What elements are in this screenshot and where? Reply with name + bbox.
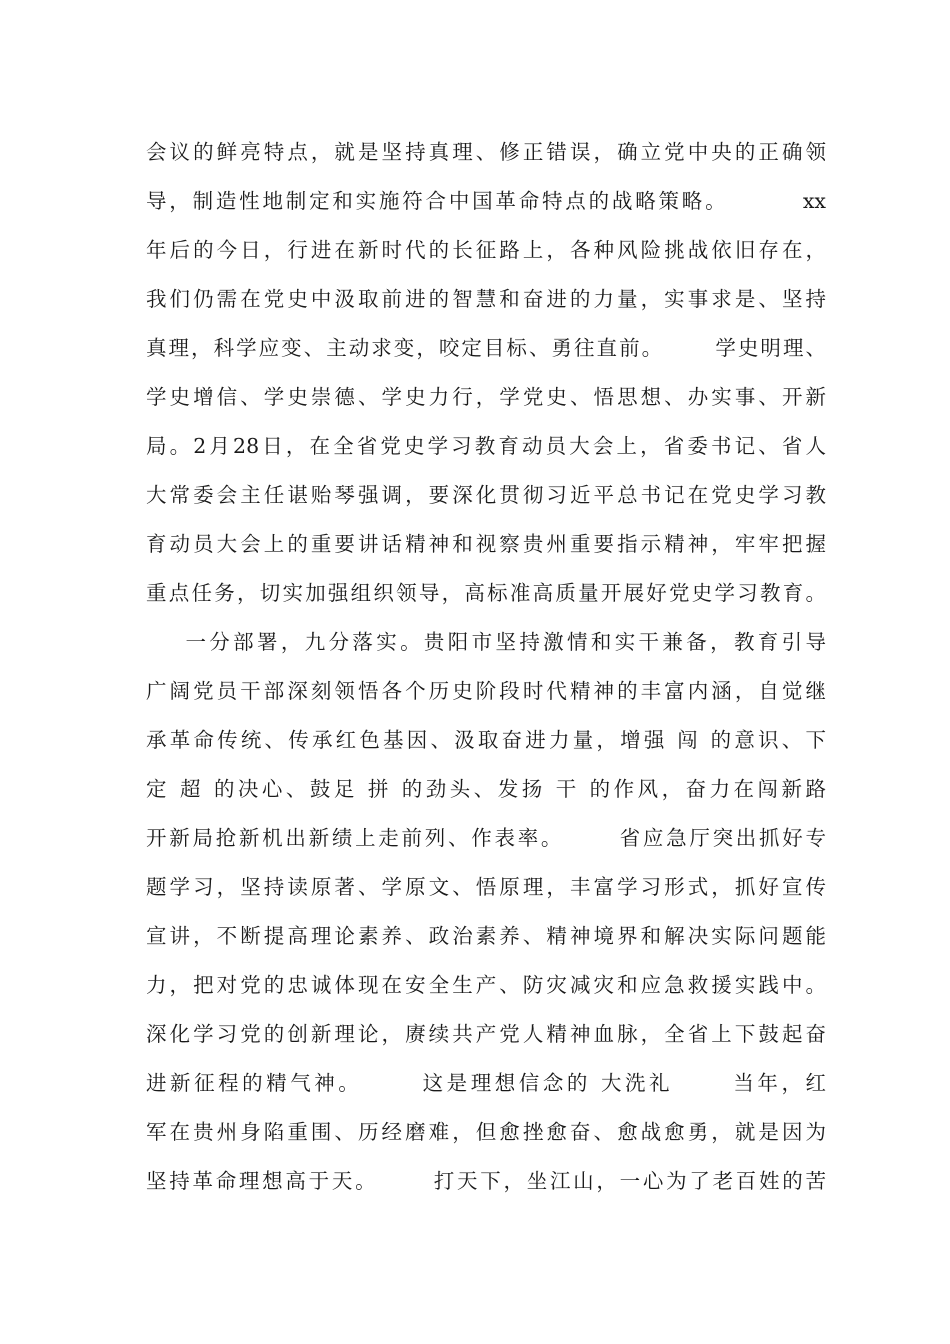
text-line: 宣讲，不断提高理论素养、政治素养、精神境界和解决实际问题能 [146, 924, 826, 948]
text-line: 育动员大会上的重要讲话精神和视察贵州重要指示精神，牢牢把握 [146, 532, 826, 556]
text-line: 开新局抢新机出新绩上走前列、作表率。 省应急厅突出抓好专 [146, 826, 826, 850]
text-line: 真理，科学应变、主动求变，咬定目标、勇往直前。 学史明理、 [146, 336, 826, 360]
text-line: 导，制造性地制定和实施符合中国革命特点的战略策略。 xx [146, 189, 826, 213]
text-line: 定 超 的决心、鼓足 拼 的劲头、发扬 干 的作风，奋力在闯新路 [146, 777, 826, 801]
text-line: 广阔党员干部深刻领悟各个历史阶段时代精神的丰富内涵，自觉继 [146, 679, 826, 703]
text-line: 我们仍需在党史中汲取前进的智慧和奋进的力量，实事求是、坚持 [146, 287, 826, 311]
text-line: 进新征程的精气神。 这是理想信念的 大洗礼 当年，红 [146, 1071, 826, 1095]
text-line: 军在贵州身陷重围、历经磨难，但愈挫愈奋、愈战愈勇，就是因为 [146, 1120, 826, 1144]
text-line: 重点任务，切实加强组织领导，高标准高质量开展好党史学习教育。 [146, 581, 826, 605]
text-line: 会议的鲜亮特点，就是坚持真理、修正错误，确立党中央的正确领 [146, 140, 826, 164]
text-line: 大常委会主任谌贻琴强调，要深化贯彻习近平总书记在党史学习教 [146, 483, 826, 507]
text-line: 学史增信、学史崇德、学史力行，学党史、悟思想、办实事、开新 [146, 385, 826, 409]
text-line: 年后的今日，行进在新时代的长征路上，各种风险挑战依旧存在， [146, 238, 826, 262]
text-line: 深化学习党的创新理论，赓续共产党人精神血脉，全省上下鼓起奋 [146, 1022, 826, 1046]
body-text [146, 128, 826, 1206]
text-line: 局。2月28日，在全省党史学习教育动员大会上，省委书记、省人 [146, 434, 826, 458]
text-line: 坚持革命理想高于天。 打天下，坐江山，一心为了老百姓的苦 [146, 1169, 826, 1193]
text-line: 一分部署，九分落实。贵阳市坚持激情和实干兼备，教育引导 [146, 630, 826, 654]
text-line: 力，把对党的忠诚体现在安全生产、防灾减灾和应急救援实践中。 [146, 973, 826, 997]
text-line: 题学习，坚持读原著、学原文、悟原理，丰富学习形式，抓好宣传 [146, 875, 826, 899]
text-line: 承革命传统、传承红色基因、汲取奋进力量，增强 闯 的意识、下 [146, 728, 826, 752]
